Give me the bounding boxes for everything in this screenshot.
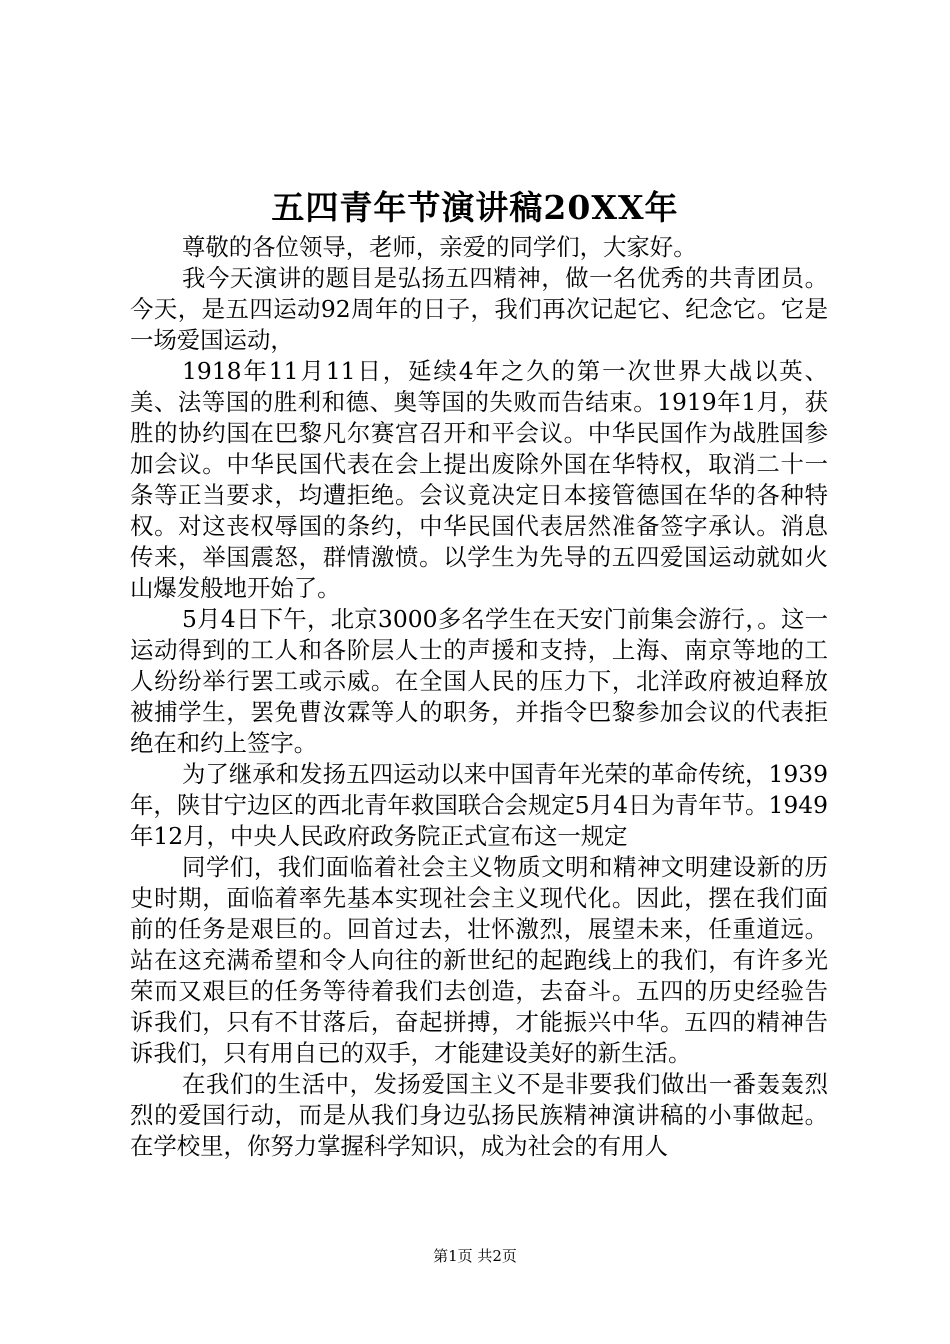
paragraph-may-fourth: 5月4日下午，北京3000多名学生在天安门前集会游行，。这一运动得到的工人和各阶层人士的声援和支持，上海、南京等地的工人纷纷举行罢工或示威。在全国人民的压力下，北洋政府被迫释放被捕学生，罢免曹汝霖等人的职务，并指令巴黎参加会议的代表拒绝在和约上签字。 [130, 605, 828, 757]
paragraph-daily-life: 在我们的生活中，发扬爱国主义不是非要我们做出一番轰轰烈烈的爱国行动，而是从我们身边弘扬民族精神演讲稿的小事做起。在学校里，你努力掌握科学知识，成为社会的有用人 [130, 1070, 828, 1160]
paragraph-topic: 我今天演讲的题目是弘扬五四精神，做一名优秀的共青团员。今天，是五四运动92周年的日子，我们再次记起它、纪念它。它是一场爱国运动， [130, 264, 828, 354]
document-body [130, 232, 828, 1162]
paragraph-history-1918: 1918年11月11日，延续4年之久的第一次世界大战以英、美、法等国的胜利和德、奥等国的失败而告结束。1919年1月，获胜的协约国在巴黎凡尔赛宫召开和平会议。中华民国作为战胜国参加会议。中华民国代表在会上提出废除外国在华特权，取消二十一条等正当要求，均遭拒绝。会议竟决定日本接管德国在华的各种特权。对这丧权辱国的条约，中华民国代表居然准备签字承认。消息传来，举国震怒，群情激愤。以学生为先导的五四爱国运动就如火山爆发般地开始了。 [130, 357, 828, 602]
page-title: 五四青年节演讲稿20XX年 [271, 188, 679, 227]
paragraph-classmates: 同学们，我们面临着社会主义物质文明和精神文明建设新的历史时期，面临着率先基本实现社会主义现代化。因此，摆在我们面前的任务是艰巨的。回首过去，壮怀激烈，展望未来，任重道远。站在这充满希望和令人向往的新世纪的起跑线上的我们，有许多光荣而又艰巨的任务等待着我们去创造，去奋斗。五四的历史经验告诉我们，只有不甘落后，奋起拼搏，才能振兴中华。五四的精神告诉我们，只有用自已的双手，才能建设美好的新生活。 [130, 853, 828, 1067]
paragraph-youth-day: 为了继承和发扬五四运动以来中国青年光荣的革命传统，1939年，陕甘宁边区的西北青年救国联合会规定5月4日为青年节。1949年12月，中央人民政府政务院正式宣布这一规定 [130, 760, 828, 850]
paragraph-greeting: 尊敬的各位领导，老师，亲爱的同学们，大家好。 [182, 233, 697, 261]
page-footer: 第1页 共2页 [433, 1247, 517, 1265]
